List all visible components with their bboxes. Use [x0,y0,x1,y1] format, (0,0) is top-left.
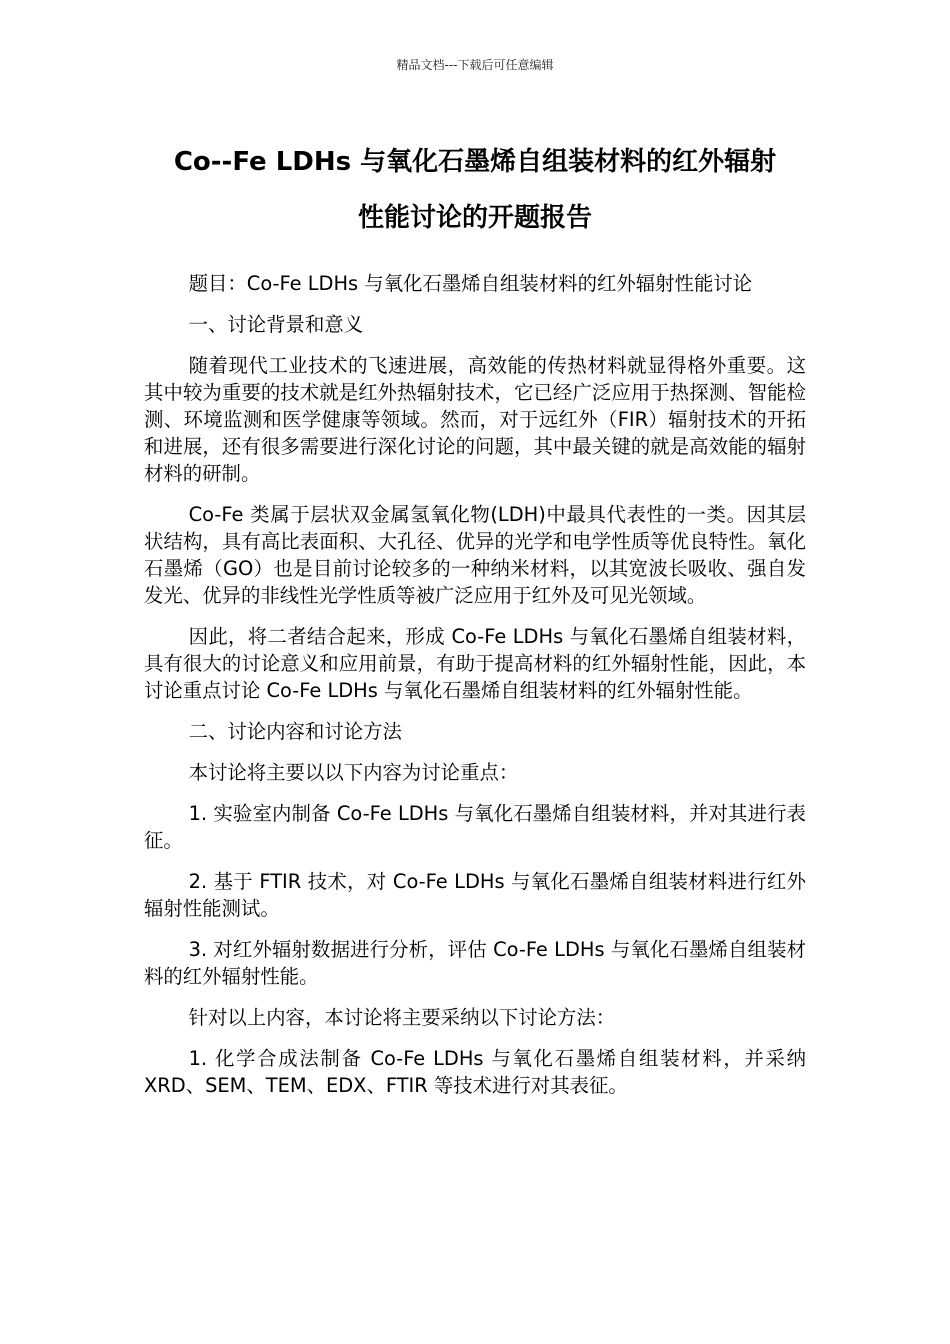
document-body [144,270,806,1113]
title-line-1: Co--Fe LDHs 与氧化石墨烯自组装材料的红外辐射 [173,147,777,177]
list-item: 1. 化学合成法制备 Co-Fe LDHs 与氧化石墨烯自组装材料，并采纳 XRD、SEM、TEM、EDX、FTIR 等技术进行对其表征。 [144,1047,806,1097]
body-paragraph: 本讨论将主要以以下内容为讨论重点： [188,761,519,784]
body-paragraph: 因此，将二者结合起来，形成 Co-Fe LDHs 与氧化石墨烯自组装材料，具有很大的讨论意义和应用前景，有助于提高材料的红外辐射性能，因此，本讨论重点讨论 Co-Fe LDHs 与氧化石墨烯自组装材料的红外辐射性能。 [144,625,806,702]
header-note: 精品文档---下载后可任意编辑 [396,58,554,72]
list-item: 2. 基于 FTIR 技术，对 Co-Fe LDHs 与氧化石墨烯自组装材料进行红外辐射性能测试。 [144,870,806,920]
title-line-2: 性能讨论的开题报告 [357,203,592,233]
document-title [100,134,850,246]
topic-line: 题目：Co-Fe LDHs 与氧化石墨烯自组装材料的红外辐射性能讨论 [188,272,753,295]
section-heading-background: 一、讨论背景和意义 [188,313,364,336]
body-paragraph: 针对以上内容，本讨论将主要采纳以下讨论方法： [188,1006,616,1029]
body-paragraph: 随着现代工业技术的飞速进展，高效能的传热材料就显得格外重要。这其中较为重要的技术就是红外热辐射技术，它已经广泛应用于热探测、智能检测、环境监测和医学健康等领域。然而，对于远红外（FIR）辐射技术的开拓和进展，还有很多需要进行深化讨论的问题，其中最关键的就是高效能的辐射材料的研制。 [144,354,806,485]
list-item: 1. 实验室内制备 Co-Fe LDHs 与氧化石墨烯自组装材料，并对其进行表征。 [144,802,806,852]
body-paragraph: Co-Fe 类属于层状双金属氢氧化物(LDH)中最具代表性的一类。因其层状结构，具有高比表面积、大孔径、优异的光学和电学性质等优良特性。氧化石墨烯（GO）也是目前讨论较多的一种纳米材料，以其宽波长吸收、强自发发光、优异的非线性光学性质等被广泛应用于红外及可见光领域。 [144,503,806,607]
list-item: 3. 对红外辐射数据进行分析，评估 Co-Fe LDHs 与氧化石墨烯自组装材料的红外辐射性能。 [144,938,806,988]
section-heading-content-methods: 二、讨论内容和讨论方法 [188,720,402,743]
